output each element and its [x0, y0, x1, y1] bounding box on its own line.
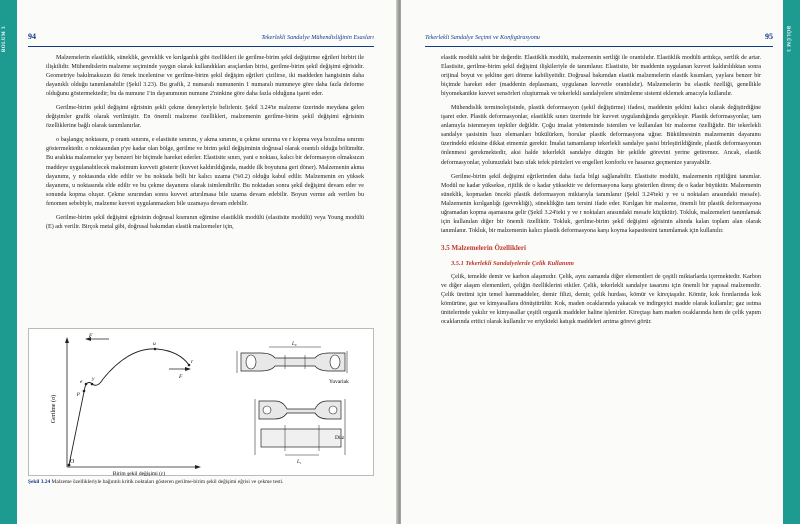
stress-strain-curve [69, 349, 189, 465]
label-y: y [92, 376, 95, 382]
x-axis-label: Birim şekil değişimi (ε) [112, 471, 166, 477]
paragraph: Gerilme-birim şekil değişimi eğrisinin şekli çekme deneyleriyle belirlenir. Şekil 3.24'te malzeme üzerinde meydana gelen değişimler grafik olarak verilmiştir. En önemli malzeme özellikleri, malzemenin gerilme-birim şekil değişimi eğrisinin özelliklerine bağlı olarak tanımlanırlar. [46, 105, 364, 130]
dim-label-l1: L₁ [297, 460, 302, 465]
page-number: 95 [765, 32, 773, 41]
caption-text: Malzeme özellikleriyle bağıntılı kritik noktaları gösteren gerilme-birim şekil değişimi eğrisi ve çekme testi. [51, 479, 284, 485]
running-head: Tekerlekli Sandalye Mühendisliğinin Esasları [261, 34, 374, 41]
y-axis-arrow [65, 337, 69, 343]
y-axis-label: Gerilme (σ) [51, 394, 57, 424]
page-header [28, 34, 374, 45]
point-y [91, 383, 94, 386]
body-text [46, 54, 364, 237]
paragraph: elastik modülü sabit bir değerdir. Elastiklik modülü, malzemenin sertliği ile orantılıdır. Elastiklik modülü arttıkça, sertlik de artar. Elastisite, gerilme-birim şekil değişimi ilişkileriyle de tanımlanır. Elastisite, bir maddenin uygulanan kuvvet kaldırıldıktan sonra orijinal boyut ve şekline geri dönme kabiliyetidir. Doğrusal bakımdan elastik malzemelerin elastik kısımları, yaylara benzer bir biçimde hareket eder (maddenin deplasmanı, uygulanan kuvvetle orantılıdır). Malzemelerin bu elastik özelliği, genellikle biyomekanikte kuvvet sensörleri oluşturmak ve tekerlekli sandalyelere sönümleme sistemi eklemek amacıyla kullanılır. [441, 55, 761, 98]
chapter-tab-label: BÖLÜM 3 [785, 26, 790, 53]
figure-stress-strain [28, 328, 374, 476]
point-u [154, 348, 157, 351]
page-number: 94 [28, 32, 36, 41]
force-label-right: F [179, 374, 183, 380]
x-axis-arrow [195, 465, 201, 469]
point-e [85, 383, 88, 386]
flat-specimen [255, 399, 345, 465]
dim-label-l0: L₀ [292, 342, 297, 347]
header-rule [425, 46, 773, 47]
point-p [83, 390, 86, 393]
paragraph: Gerilme-birim şekil değişimi eğrilerinden daha fazla bilgi sağlanabilir. Elastisite modülü, malzemenin rijitliğini tanımlar. Modül ne kadar yüksekse, rijitlik de o kadar yüksektir ve deformasyona karşı gösterilen direnç de o kadar büyüktür. Malzemenin süneklik, kopmadan önceki plastik deformasyon miktarıyla tanımlanır (Şekil 3.24'teki y ve u noktaları arasındaki mesafe). Malzemenin kırılganlığı (gevrekliği), süneklikğin tam tersini ifade eder. Kırılgan bir malzeme, önemli bir plastik deformasyona uğramadan kopma aşamasına gelir (Şekil 3.24'teki y ve r noktaları arasındaki mesafe küçüktür). Tokluk, malzemeleri tanımlamak için kullanılan diğer bir önemli özelliktir. Tokluk, gerilme-birim şekil değişimi eğrisinin altında kalan toplam alan olarak tanımlanır. Tokluk, bir malzemenin kalıcı plastik deformasyona karşı koyma kapasitesini tanımlamak için kullanılır. [441, 173, 761, 234]
running-head: Tekerlekli Sandalye Seçimi ve Konfigürasyonu [425, 34, 540, 41]
chapter-side-tab [0, 0, 17, 524]
label-e: e [80, 379, 83, 385]
chapter-side-tab [783, 0, 800, 524]
label-r: r [191, 359, 194, 365]
paragraph: Mühendislik terminolojisinde, plastik deformasyon (şekil değiştirme) ifadesi, maddenin şeklini kalıcı olarak değiştirdiğine işaret eder. Plastik deformasyonlar, elastiklik sınırı üzerinde bir kuvvet uygulandığında gerçekleşir. Plastik deformasyonlar, tam anlamıyla istenmeyen tepkiler değildir. Çoğu imalat yönteminde istenilen ve kullanılan bir malzeme özelliğidir. Bir tekerlekli sandalye şasisinin bazı elemanları bükülürken, borular plastik deformasyona uğrar. Bükülmesinin malzemenin dayanımı üzerindeki etkisine dikkat etmemiz gerekir. İmalat tamamlanıp tekerlekli sandalye şasisi birleştirildiğinde, plastik deformasyonun önlenmesi gerekmektedir, aksi halde tekerlekli sandalye düzgün bir şekilde görevini yerine getiremez. Ancak, elastik deformasyonlar, yolunuzdaki bazı ufak tefek pürüzleri ve engelleri konforlu ve hasarsız geçmenize yarayabilir. [441, 105, 761, 166]
caption-label: Şekil 3.24 [28, 479, 51, 485]
round-specimen [237, 342, 349, 385]
figure-caption [28, 479, 374, 486]
section-heading: 3.5 Malzemelerin Özellikleri [441, 243, 526, 252]
label-round: Yuvarlak [329, 379, 349, 385]
subsection-heading: 3.5.1 Tekerlekli Sandalyelerde Çelik Kullanımı [451, 259, 574, 267]
label-p: p [77, 391, 80, 397]
label-o: O [70, 459, 75, 465]
stress-strain-diagram [29, 329, 375, 477]
header-rule [28, 46, 374, 47]
right-page [401, 0, 800, 524]
paragraph: Malzemelerin elastiklik, süneklik, gevreklik ve kırılganlık gibi özellikleri ile gerilme-birim şekil değiştirme eğrileri birbiri ile ilişkilidir. Mühendislerin malzeme seçiminde yaygın olarak kullandıkları araçlardan birisi, gerilme-birim şekil değişimi eğrisidir. Geometriye bakılmaksızın iki örnek incelenirse ve gerilme-birim şekil değişim eğrileri çizilirse, iki maddeden hangisinin daha dayanıklı olduğu tanımlanabilir (Şekil 3.23). Bu grafik, 2 numaralı numunenin 1 numaralı numuneye göre daha fazla deforme olduğunu göstermektedir; bu da numune 1'in dayanımının numune 2'ninkine göre daha fazla olduğuna işaret eder. [46, 55, 364, 98]
label-flat: Düz [335, 435, 345, 441]
left-page [0, 0, 398, 524]
chapter-tab-label: BÖLÜM 3 [2, 26, 7, 53]
label-u: u [153, 341, 156, 347]
paragraph: Gerilme-birim şekil değişimi eğrisinin doğrusal kısmının eğimine elastiklik modülü (elastisite modülü) veya Young modülü (E) adı verilir. Birçok metal gibi, doğrusal bakımdan elastik malzemeler için, [46, 214, 364, 230]
body-text [441, 54, 761, 332]
force-label-left: F [89, 333, 93, 339]
point-r [188, 364, 191, 367]
page-header [425, 34, 773, 45]
paragraph: Çelik, temelde demir ve karbon alaşımıdır. Çelik, aynı zamanda diğer elementleri de çeşitli miktarlarda içermektedir. Karbon ve diğer alaşım elementleri, çeliğin özelliklerini etkiler. Çelik, tekerlekli sandalye tasarımı için önemli bir yapısal malzemedir. Çelik üretimi için temel hammaddeler, demir filizi, demir, çelik hurdası, kömür ve kireçtaşıdır. Kömür, kok fırınlarında kok kömürüne, gaz ve kimyasallara dönüştürülür. Kok, maden ocaklarında yakacak ve indirgeyici madde olarak kullanılır; gaz ısıtma ünitelerinde yakılır ve kimyasallar çeşitli organik maddeler haline işlenirler. Kireçtaşı ham maden ocaklarında hem de çelik yapım ocaklarında eritici olarak kullanılır ve eriyikteki katışık maddeleri arıtma görevi görür. [441, 273, 761, 326]
paragraph: o başlangıç noktasını, p orantı sınırını, e elastisite sınırını, y akma sınırını, u çekme sınırına ve r kopma veya bozulma sınırını göstermektedir. o noktasından p'ye kadar olan bölge, gerilme ve birim şekil değişiminin doğrusal olarak orantılı olduğu bölümdür. Bu aralıkta malzemeler yay benzeri bir biçimde hareket ederler. Elastisite sınırı, yani e noktası, kalıcı bir deformasyon olmaksızın maddeye uygulanabilecek maksimum kuvveti gösterir (kuvvet kaldırıldığında, madde ilk boyutuna geri döner). Malzemenin akma dayanımı, y noktasında elde edilir ve bu noktada belli bir kalıcı uzama (%0.2) olduğu kabul edilir. Malzemenin en yüksek dayanımı, u noktasında elde edilir ve bu çekme dayanımı olarak isimlendirilir. Bu noktadan sonra şekil değişimi devam eder ve sonunda kopma oluşur. Çekme sınırından sonra kuvvet artırılmasa bile uzama devam edebilir. Boyun verme adı verilen bu fenomen sebebiyle, malzeme kuvvet uygulanmazken bile uzamaya devam edebilir. [46, 137, 364, 207]
